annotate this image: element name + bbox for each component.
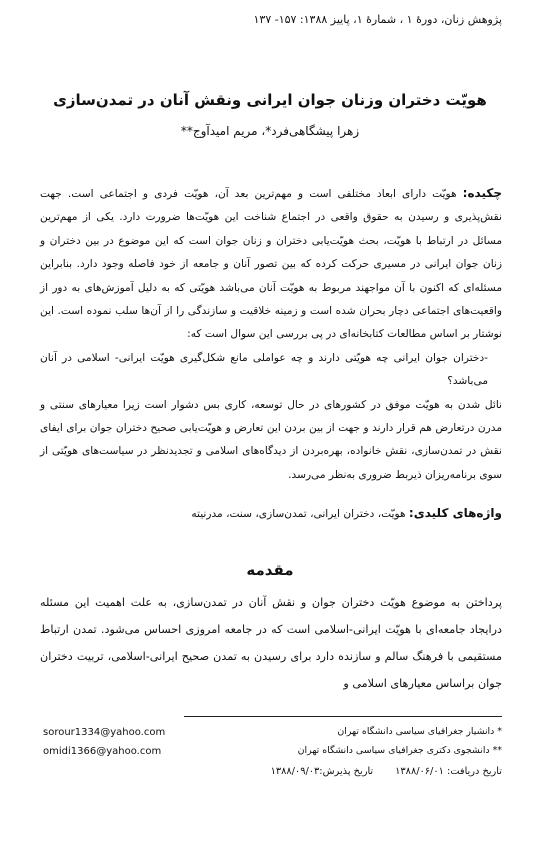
journal-header: پژوهش زنان، دورهٔ ۱ ، شمارهٔ ۱، پاییز ۱۳۸۸: ۱۵۷- ۱۳۷ — [253, 13, 502, 26]
accepted-date: تاریخ پذیرش:۱۳۸۸/۰۹/۰۳ — [270, 766, 374, 777]
abstract-label: چکیده: — [462, 186, 502, 200]
abstract — [40, 182, 502, 487]
footnotes — [202, 722, 502, 760]
abstract-paragraph-2: نائل شدن به هویّت موفق در کشورهای در حال توسعه، کاری بس دشوار است زیرا معیارهای سنتی و مدرن درتعارض هم قرار دارند و جهت از بین بردن این تعارض و هویّت‌یابی صحیح دختران جوان برای ایفای نقش در تمدن‌سازی، نقش خانواده، بهره‌بردن از دیدگاه‌های اسلامی و تجدیدنظر در سیاست‌های هویّتی از سوی برنامه‌ریزان ذیربط ضروری به‌نظر می‌رسد. — [40, 398, 502, 481]
received-date: تاریخ دریافت: ۱۳۸۸/۰۶/۰۱ — [395, 766, 502, 777]
abstract-paragraph-1 — [40, 182, 502, 347]
keywords-text: هویّت، دختران ایرانی، تمدن‌سازی، سنت، مدرنیته — [191, 508, 406, 520]
article-dates — [182, 764, 502, 780]
abstract-question: -دختران جوان ایرانی چه هویّتی دارند و چه عواملی مانع شکل‌گیری هویّت ایرانی- اسلامی در آنان می‌باشد؟ — [40, 351, 488, 388]
keywords — [40, 503, 502, 524]
footnote-divider — [184, 716, 502, 717]
article-authors: زهرا پیشگاهی‌فرد*، مریم امیدآوج** — [180, 124, 360, 138]
author-emails — [43, 723, 193, 761]
email-1[interactable]: sorour1334@yahoo.com — [43, 727, 166, 738]
article-title: هویّت دختران وزنان جوان ایرانی ونقش آنان در تمدن‌سازی — [53, 91, 487, 109]
footnote-1: * دانشیار جغرافیای سیاسی دانشگاه تهران — [337, 726, 502, 737]
footnote-2: ** دانشجوی دکتری جغرافیای سیاسی دانشگاه تهران — [297, 745, 502, 756]
email-2[interactable]: omidi1366@yahoo.com — [43, 746, 162, 757]
abstract-text-1: هویّت دارای ابعاد مختلفی است و مهم‌ترین بعد آن، هویّت فردی و اجتماعی است. جهت نقش‌پذیری و رسیدن به حقوق واقعی در اجتماع شناخت این هویّت‌ها ضرورت دارد. یکی از مهم‌ترین مسائل در ارتباط با هویّت، بحث هویّت‌یابی دختران و زنان جوان است که این موضوع در بین دختران و زنان جوان ایرانی در مسیری حرکت کرده که بین تصور آنان و جامعه از خود فاصله وجود دارد. بنابراین مسئله‌ای که اکنون با آن مواجهند مربوط به هویّت آنان می‌باشد هویّتی که به دلیل آموزش‌های به دور از واقعیت‌های اجتماعی دچار بحران شده است و زمینه خلاقیت و سازندگی را از آن‌ها سلب نموده است. این نوشتار بر اساس مطالعات کتابخانه‌ای در پی بررسی این سوال است که: — [40, 188, 502, 341]
introduction-text: پرداختن به موضوع هویّت دختران جوان و نقش آنان در تمدن‌سازی، به علت اهمیت این مسئله درایجاد جامعه‌ای با هویّت ایرانی-اسلامی است که در جامعه امروزی احساس می‌شود. تمدن ارتباط مستقیمی با فرهنگ سالم و سازنده دارد برای رسیدن به تمدن صحیح ایرانی-اسلامی، تربیت دختران جوان براساس معیارهای اسلامی و — [40, 596, 502, 690]
introduction-heading: مقدمه — [246, 561, 294, 579]
keywords-label: واژه‌های کلیدی: — [408, 506, 502, 520]
